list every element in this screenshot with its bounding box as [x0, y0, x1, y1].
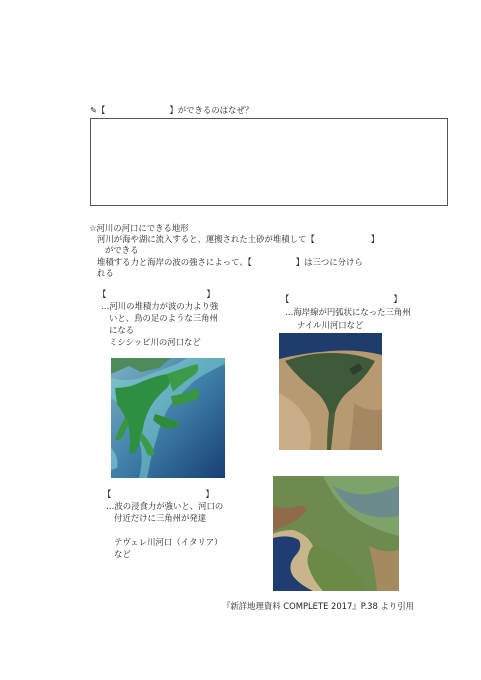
source-citation: 『新詳地理資料 COMPLETE 2017』P.38 より引用: [222, 601, 414, 611]
nile-delta-satellite-image: [279, 333, 382, 450]
intro-text-1: 河川が海や湖に流入すると、運搬された土砂が堆積して【: [97, 234, 315, 244]
type-a-desc-2: いと、鳥の足のような三角州: [109, 313, 218, 323]
bracket-close: 】: [206, 289, 215, 299]
type-a-desc-1: …河川の堆積力が波の力より強: [101, 301, 219, 311]
bracket-open: 【: [98, 289, 107, 299]
mississippi-delta-satellite-image: [111, 358, 225, 478]
intro-line-3: [97, 257, 363, 268]
question-suffix: 】ができるのはなぜ？: [169, 105, 254, 115]
answer-box[interactable]: [90, 118, 448, 206]
intro-line-4: れる: [97, 268, 114, 278]
pencil-prefix: ✎【: [90, 105, 106, 115]
type-a-bracket: [98, 289, 215, 300]
tiber-delta-satellite-image: [273, 476, 399, 591]
type-c-example-2: など: [114, 549, 131, 559]
intro-text-3b: 】は三つに分けら: [295, 257, 363, 267]
question-line: [90, 105, 253, 116]
type-c-desc-1: …波の浸食力が強いと、河口の: [106, 501, 224, 511]
type-a-desc-3: になる: [109, 325, 135, 335]
bracket-close: 】: [393, 294, 402, 304]
section-heading: ☆河川の河口にできる地形: [89, 223, 189, 233]
type-c-bracket: [103, 489, 214, 500]
intro-bracket-close: 】: [370, 234, 380, 244]
intro-text-3: 堆積する力と海岸の波の強さによって、【: [97, 257, 252, 267]
bracket-open: 【: [281, 294, 290, 304]
type-b-bracket: [281, 294, 402, 305]
type-b-desc-1: …海岸線が円弧状になった三角州: [285, 307, 411, 317]
bracket-close: 】: [205, 489, 214, 499]
bracket-open: 【: [103, 489, 112, 499]
intro-line-1: [97, 234, 379, 245]
intro-line-2: ができる: [105, 245, 139, 255]
type-c-desc-2: 付近だけに三角州が発達: [114, 513, 207, 523]
type-c-example-1: テヴェレ川河口（イタリア）: [114, 537, 223, 547]
type-a-example: ミシシッピ川の河口など: [109, 337, 201, 347]
type-b-example: ナイル川河口など: [297, 320, 364, 330]
